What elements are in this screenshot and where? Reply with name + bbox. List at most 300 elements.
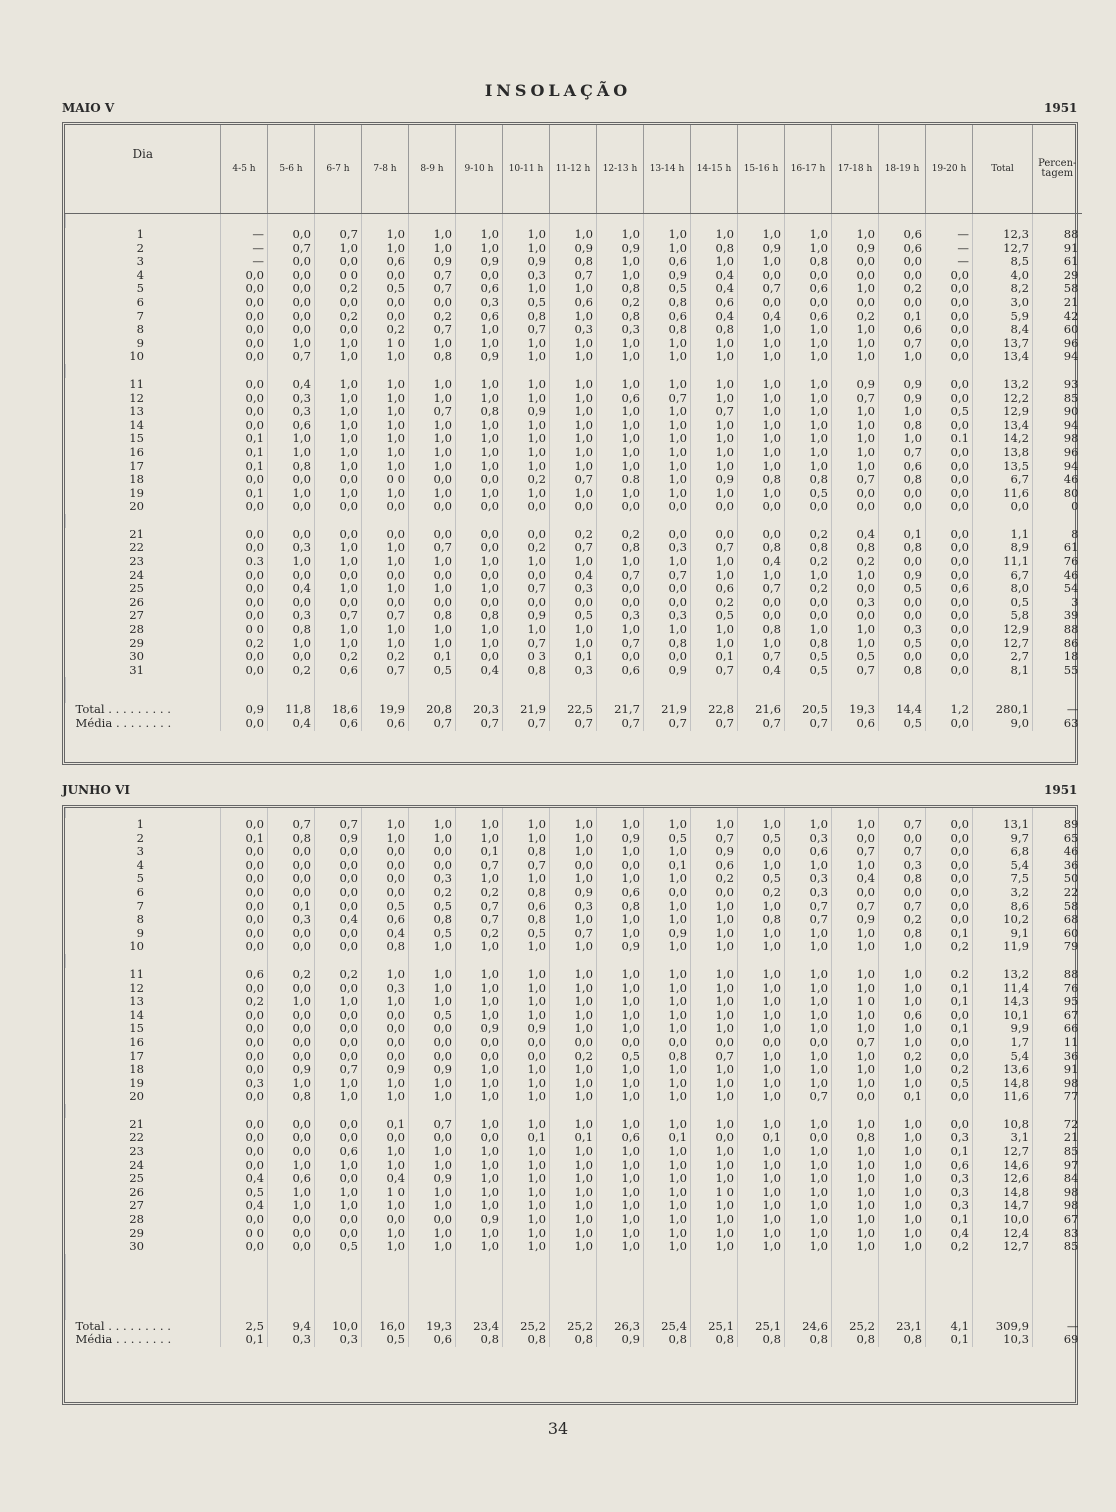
- value-cell: 1,0: [503, 242, 550, 256]
- column-header: 11-12 h: [550, 125, 597, 214]
- value-cell: 88: [1033, 228, 1082, 242]
- value-cell: 0,3: [550, 664, 597, 678]
- spacer-cell: [973, 1104, 1033, 1118]
- spacer-cell: [1033, 1280, 1082, 1306]
- value-cell: 0,5: [409, 664, 456, 678]
- media-cell: 0,7: [644, 717, 691, 731]
- value-cell: 0,0: [315, 528, 362, 542]
- value-cell: 1,0: [597, 982, 644, 996]
- value-cell: 0,8: [550, 255, 597, 269]
- value-cell: 1,0: [644, 1227, 691, 1241]
- value-cell: 0,9: [315, 832, 362, 846]
- value-cell: 0,0: [926, 1118, 973, 1132]
- spacer-cell: [221, 954, 268, 968]
- value-cell: 1,0: [409, 1199, 456, 1213]
- value-cell: 0,6: [691, 582, 738, 596]
- value-cell: 0,0: [221, 1050, 268, 1064]
- value-cell: 1,0: [409, 1145, 456, 1159]
- value-cell: 0,5: [738, 832, 785, 846]
- value-cell: 0,8: [503, 310, 550, 324]
- value-cell: 0,0: [644, 650, 691, 664]
- value-cell: 0,2: [315, 282, 362, 296]
- value-cell: 1,0: [832, 1213, 879, 1227]
- table-row: [66, 350, 1082, 364]
- day-cell: 3: [136, 254, 144, 269]
- value-cell: 0,9: [503, 405, 550, 419]
- value-cell: 1,0: [362, 1240, 409, 1254]
- value-cell: 61: [1033, 255, 1082, 269]
- media-cell: 0,7: [456, 717, 503, 731]
- column-header: 5-6 h: [268, 125, 315, 214]
- value-cell: 0,0: [362, 1213, 409, 1227]
- value-cell: 95: [1033, 995, 1082, 1009]
- spacer-cell: [66, 1280, 221, 1306]
- value-cell: 0,0: [221, 569, 268, 583]
- value-cell: 8,2: [973, 282, 1033, 296]
- value-cell: 0,2: [315, 968, 362, 982]
- value-cell: 0,8: [597, 282, 644, 296]
- maio-year-label: 1951: [1044, 101, 1078, 115]
- value-cell: 0,4: [691, 310, 738, 324]
- value-cell: 0,0: [221, 528, 268, 542]
- value-cell: 1,0: [409, 1227, 456, 1241]
- spacer-cell: [738, 1280, 785, 1306]
- value-cell: 0,0: [221, 1009, 268, 1023]
- value-cell: 65: [1033, 832, 1082, 846]
- column-header: 13-14 h: [644, 125, 691, 214]
- value-cell: 0,0: [268, 1131, 315, 1145]
- spacer-cell: [268, 514, 315, 528]
- media-cell: 0,0: [926, 717, 973, 731]
- value-cell: 85: [1033, 1240, 1082, 1254]
- value-cell: 0,8: [879, 664, 926, 678]
- value-cell: 1,0: [691, 555, 738, 569]
- value-cell: 0,9: [550, 886, 597, 900]
- value-cell: 1,0: [550, 913, 597, 927]
- value-cell: 0,0: [268, 473, 315, 487]
- value-cell: 1,0: [879, 432, 926, 446]
- value-cell: 0,3: [926, 1172, 973, 1186]
- spacer-cell: [879, 1306, 926, 1320]
- value-cell: 94: [1033, 460, 1082, 474]
- value-cell: 22: [1033, 886, 1082, 900]
- value-cell: 96: [1033, 337, 1082, 351]
- value-cell: 1,0: [691, 900, 738, 914]
- value-cell: 1,0: [785, 1118, 832, 1132]
- value-cell: 0,0: [597, 650, 644, 664]
- day-cell: 26: [129, 1184, 144, 1199]
- value-cell: 0,6: [644, 255, 691, 269]
- spacer-row: [66, 1280, 1082, 1306]
- value-cell: 0,5: [315, 1240, 362, 1254]
- media-cell: 0,7: [409, 717, 456, 731]
- value-cell: 1,0: [691, 1009, 738, 1023]
- value-cell: 9,7: [973, 832, 1033, 846]
- value-cell: 1,0: [644, 446, 691, 460]
- spacer-cell: [973, 1280, 1033, 1306]
- value-cell: 1,0: [644, 228, 691, 242]
- spacer-cell: [550, 1280, 597, 1306]
- value-cell: 0,0: [879, 269, 926, 283]
- value-cell: 1,0: [832, 282, 879, 296]
- value-cell: 0,9: [409, 1172, 456, 1186]
- value-cell: 1,0: [738, 228, 785, 242]
- value-cell: 0,7: [644, 392, 691, 406]
- value-cell: 0,0: [691, 886, 738, 900]
- value-cell: 1,0: [268, 446, 315, 460]
- table-row: [66, 541, 1082, 555]
- value-cell: 0,9: [597, 832, 644, 846]
- value-cell: 0,0: [268, 1145, 315, 1159]
- spacer-row: [66, 214, 1082, 229]
- value-cell: 1,0: [268, 1159, 315, 1173]
- value-cell: 1,0: [879, 1022, 926, 1036]
- value-cell: 0,0: [832, 582, 879, 596]
- value-cell: 1,0: [691, 569, 738, 583]
- value-cell: 0,2: [785, 555, 832, 569]
- value-cell: 0,0: [832, 1090, 879, 1104]
- value-cell: 0,3: [597, 609, 644, 623]
- value-cell: 1,0: [691, 637, 738, 651]
- value-cell: 0,3: [832, 596, 879, 610]
- value-cell: 1,0: [597, 872, 644, 886]
- day-cell: 21: [129, 1116, 144, 1131]
- value-cell: 5,8: [973, 609, 1033, 623]
- value-cell: 0,9: [879, 378, 926, 392]
- value-cell: 1,0: [691, 228, 738, 242]
- value-cell: 1,0: [503, 378, 550, 392]
- value-cell: 0,0: [362, 569, 409, 583]
- table-row: [66, 1186, 1082, 1200]
- value-cell: 1,0: [550, 460, 597, 474]
- total-cell: 16,0: [362, 1320, 409, 1334]
- value-cell: 0,0: [221, 1118, 268, 1132]
- value-cell: 0,0: [926, 541, 973, 555]
- value-cell: 0,7: [832, 1036, 879, 1050]
- value-cell: 1,0: [785, 927, 832, 941]
- value-cell: 0,2: [362, 650, 409, 664]
- value-cell: 1,0: [644, 1240, 691, 1254]
- value-cell: 0,2: [315, 310, 362, 324]
- value-cell: 0,0: [315, 323, 362, 337]
- value-cell: 0,0: [785, 500, 832, 514]
- value-cell: 11: [1033, 1036, 1082, 1050]
- day-cell: 31: [129, 662, 144, 677]
- value-cell: 8,0: [973, 582, 1033, 596]
- value-cell: 1,0: [409, 555, 456, 569]
- value-cell: 1,0: [644, 1118, 691, 1132]
- value-cell: 1,0: [315, 1159, 362, 1173]
- value-cell: 1,0: [597, 228, 644, 242]
- value-cell: 1,0: [503, 1240, 550, 1254]
- table-row: [66, 569, 1082, 583]
- value-cell: 1,0: [315, 392, 362, 406]
- value-cell: 1,0: [879, 968, 926, 982]
- value-cell: 1,0: [738, 1022, 785, 1036]
- value-cell: 0,0: [221, 405, 268, 419]
- value-cell: 6,7: [973, 569, 1033, 583]
- value-cell: 0,0: [268, 927, 315, 941]
- value-cell: 0,7: [268, 242, 315, 256]
- table-row: [66, 269, 1082, 283]
- value-cell: 0,0: [597, 596, 644, 610]
- day-cell: 25: [129, 581, 144, 596]
- maio-table: [65, 125, 1082, 731]
- page-title: INSOLAÇÃO: [484, 81, 632, 100]
- value-cell: 1,0: [362, 541, 409, 555]
- day-cell: 22: [129, 540, 144, 555]
- total-cell: 21,9: [644, 703, 691, 717]
- value-cell: 0,5: [785, 487, 832, 501]
- value-cell: 1,0: [597, 818, 644, 832]
- day-cell: 19: [129, 1075, 144, 1090]
- value-cell: 0,0: [268, 1227, 315, 1241]
- spacer-cell: [785, 1104, 832, 1118]
- value-cell: 0,7: [409, 282, 456, 296]
- total-cell: 25,2: [503, 1320, 550, 1334]
- value-cell: 0,7: [315, 609, 362, 623]
- value-cell: 1,0: [409, 940, 456, 954]
- table-row: [66, 995, 1082, 1009]
- column-header: 16-17 h: [785, 125, 832, 214]
- spacer-row: [66, 514, 1082, 528]
- day-cell: 23: [129, 554, 144, 569]
- spacer-cell: [66, 514, 221, 528]
- value-cell: 1,0: [503, 1227, 550, 1241]
- value-cell: 1,0: [832, 1009, 879, 1023]
- value-cell: 0,3: [597, 323, 644, 337]
- value-cell: 0,0: [926, 473, 973, 487]
- value-cell: 0,6: [362, 913, 409, 927]
- value-cell: 0,0: [879, 500, 926, 514]
- spacer-cell: [644, 364, 691, 378]
- value-cell: 1,0: [409, 1159, 456, 1173]
- value-cell: 83: [1033, 1227, 1082, 1241]
- spacer-cell: [691, 1280, 738, 1306]
- value-cell: 0 0: [315, 269, 362, 283]
- value-cell: 0,0: [409, 296, 456, 310]
- value-cell: 1,0: [597, 623, 644, 637]
- spacer-cell: [926, 1254, 973, 1280]
- value-cell: 46: [1033, 845, 1082, 859]
- value-cell: 0,3: [644, 609, 691, 623]
- value-cell: 0,9: [503, 255, 550, 269]
- table-row: [66, 473, 1082, 487]
- value-cell: 0,9: [268, 1063, 315, 1077]
- table-row: [66, 282, 1082, 296]
- value-cell: 0,5: [926, 1077, 973, 1091]
- value-cell: 11,1: [973, 555, 1033, 569]
- spacer-cell: [503, 514, 550, 528]
- spacer-cell: [644, 1306, 691, 1320]
- value-cell: 1,0: [550, 1009, 597, 1023]
- value-cell: 1,0: [597, 1022, 644, 1036]
- value-cell: 1,0: [597, 350, 644, 364]
- spacer-cell: [926, 364, 973, 378]
- value-cell: 0,4: [832, 872, 879, 886]
- value-cell: 1,0: [879, 1199, 926, 1213]
- value-cell: 1,0: [879, 350, 926, 364]
- value-cell: 1,0: [691, 1090, 738, 1104]
- value-cell: 1,0: [597, 1159, 644, 1173]
- spacer-cell: [550, 214, 597, 229]
- value-cell: 11,9: [973, 940, 1033, 954]
- spacer-cell: [832, 364, 879, 378]
- value-cell: 0,8: [879, 872, 926, 886]
- value-cell: 1,0: [738, 1186, 785, 1200]
- day-cell: 20: [129, 1089, 144, 1104]
- value-cell: 1,0: [879, 405, 926, 419]
- spacer-cell: [738, 514, 785, 528]
- day-cell: 8: [136, 912, 144, 927]
- value-cell: 0,4: [362, 1172, 409, 1186]
- spacer-cell: [550, 514, 597, 528]
- day-cell: 5: [136, 871, 144, 886]
- junho-month-label: JUNHO VI: [62, 783, 131, 797]
- value-cell: 11,6: [973, 1090, 1033, 1104]
- spacer-cell: [221, 1254, 268, 1280]
- value-cell: 1,0: [456, 555, 503, 569]
- value-cell: 8,9: [973, 541, 1033, 555]
- value-cell: 0,0: [315, 296, 362, 310]
- value-cell: 0,9: [597, 940, 644, 954]
- value-cell: 1,0: [362, 818, 409, 832]
- value-cell: 1,0: [738, 818, 785, 832]
- spacer-cell: [785, 214, 832, 229]
- value-cell: 1,0: [832, 1172, 879, 1186]
- value-cell: 1,0: [738, 405, 785, 419]
- value-cell: 1,0: [691, 337, 738, 351]
- value-cell: 79: [1033, 940, 1082, 954]
- value-cell: 0,7: [644, 569, 691, 583]
- value-cell: 0,0: [315, 982, 362, 996]
- spacer-cell: [503, 677, 550, 703]
- value-cell: 1,0: [879, 1131, 926, 1145]
- spacer-cell: [315, 514, 362, 528]
- value-cell: 0,2: [409, 310, 456, 324]
- value-cell: 0,1: [503, 1131, 550, 1145]
- value-cell: 0,0: [221, 323, 268, 337]
- value-cell: 1,0: [738, 337, 785, 351]
- value-cell: 1,0: [644, 378, 691, 392]
- value-cell: 1,0: [785, 446, 832, 460]
- value-cell: 1,0: [597, 845, 644, 859]
- day-cell: 24: [129, 567, 144, 582]
- day-cell: 2: [136, 240, 144, 255]
- value-cell: 0,7: [832, 900, 879, 914]
- value-cell: 0,1: [268, 900, 315, 914]
- spacer-cell: [268, 364, 315, 378]
- value-cell: 0,0: [221, 900, 268, 914]
- value-cell: 0,7: [879, 845, 926, 859]
- value-cell: 1,0: [738, 378, 785, 392]
- value-cell: 1,0: [597, 487, 644, 501]
- value-cell: 0,4: [315, 913, 362, 927]
- spacer-cell: [785, 954, 832, 968]
- value-cell: 0,8: [644, 637, 691, 651]
- value-cell: 1,0: [362, 419, 409, 433]
- spacer-cell: [503, 1104, 550, 1118]
- value-cell: 0,8: [879, 541, 926, 555]
- value-cell: 1,0: [456, 1227, 503, 1241]
- column-header: 9-10 h: [456, 125, 503, 214]
- value-cell: 1,0: [832, 432, 879, 446]
- value-cell: 1,0: [785, 859, 832, 873]
- spacer-row: [66, 677, 1082, 703]
- value-cell: 0,8: [409, 350, 456, 364]
- spacer-cell: [550, 677, 597, 703]
- value-cell: 1,0: [315, 541, 362, 555]
- value-cell: 0,0: [926, 378, 973, 392]
- total-row: [66, 1320, 1082, 1334]
- media-label: Média . . . . . . . .: [75, 1332, 172, 1347]
- spacer-cell: [738, 954, 785, 968]
- value-cell: 36: [1033, 1050, 1082, 1064]
- value-cell: 1,0: [362, 242, 409, 256]
- value-cell: 1,0: [644, 242, 691, 256]
- value-cell: 60: [1033, 927, 1082, 941]
- value-cell: 0,1: [221, 432, 268, 446]
- value-cell: 0,6: [456, 310, 503, 324]
- value-cell: 0,0: [785, 596, 832, 610]
- spacer-cell: [409, 1280, 456, 1306]
- value-cell: 0,0: [268, 569, 315, 583]
- spacer-cell: [785, 1254, 832, 1280]
- spacer-cell: [362, 364, 409, 378]
- value-cell: 0: [1033, 500, 1082, 514]
- value-cell: 0,9: [832, 913, 879, 927]
- day-cell: 17: [129, 1048, 144, 1063]
- value-cell: 1,0: [550, 310, 597, 324]
- value-cell: 1,0: [785, 623, 832, 637]
- value-cell: 0,0: [879, 886, 926, 900]
- page-number: 34: [547, 1419, 569, 1438]
- value-cell: 1,0: [644, 419, 691, 433]
- value-cell: 1,0: [362, 995, 409, 1009]
- day-cell: 27: [129, 608, 144, 623]
- media-cell: 9,0: [973, 717, 1033, 731]
- value-cell: 1,0: [691, 1199, 738, 1213]
- value-cell: 1,0: [738, 1050, 785, 1064]
- value-cell: 0,6: [362, 255, 409, 269]
- value-cell: 0,0: [221, 1159, 268, 1173]
- table-row: [66, 487, 1082, 501]
- spacer-cell: [221, 677, 268, 703]
- value-cell: 0,0: [503, 1050, 550, 1064]
- value-cell: 0,0: [221, 886, 268, 900]
- value-cell: 54: [1033, 582, 1082, 596]
- column-header: 8-9 h: [409, 125, 456, 214]
- value-cell: 13,4: [973, 350, 1033, 364]
- value-cell: 1,0: [456, 1159, 503, 1173]
- value-cell: 0,0: [315, 886, 362, 900]
- value-cell: 0,0: [221, 378, 268, 392]
- value-cell: 0,0: [738, 1036, 785, 1050]
- value-cell: 88: [1033, 968, 1082, 982]
- value-cell: 1,0: [315, 1199, 362, 1213]
- value-cell: 1,0: [691, 392, 738, 406]
- value-cell: 0.3: [221, 555, 268, 569]
- value-cell: 0,0: [832, 886, 879, 900]
- value-cell: 1,0: [362, 1145, 409, 1159]
- value-cell: 1,0: [409, 487, 456, 501]
- value-cell: 0,2: [879, 282, 926, 296]
- value-cell: 0,0: [362, 1009, 409, 1023]
- column-header-dia: Dia: [66, 125, 221, 214]
- value-cell: 1,0: [785, 1077, 832, 1091]
- value-cell: 1,0: [503, 1145, 550, 1159]
- total-cell: 22,5: [550, 703, 597, 717]
